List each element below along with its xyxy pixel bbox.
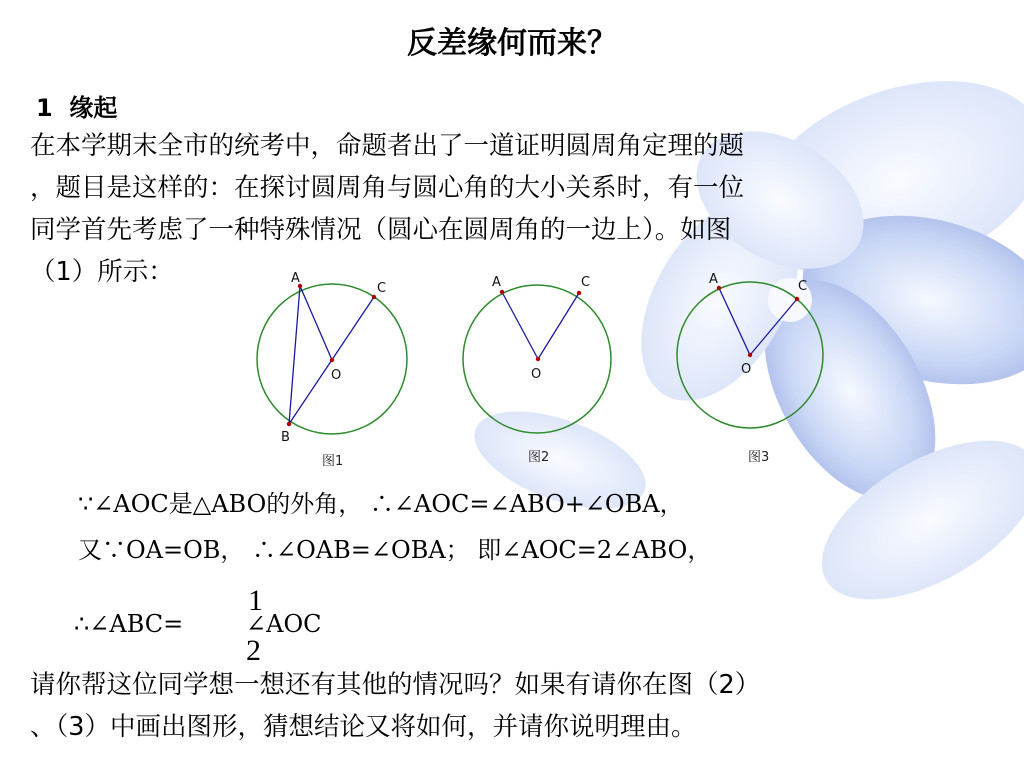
intro-line-3: 同学首先考虑了一种特殊情况（圆心在圆周角的一边上）。如图	[30, 215, 732, 245]
figure-1-segment-ao	[300, 286, 332, 360]
fraction-denominator: 2	[246, 634, 261, 667]
figure-1-point-b	[287, 422, 291, 426]
section-heading	[36, 88, 117, 123]
figure-2-label-a: A	[492, 275, 501, 290]
proof-line-3-suffix: ∠AOC	[246, 610, 322, 638]
figure-3-point-o	[748, 353, 752, 357]
figure-1-point-o	[330, 358, 334, 362]
section-number: 1	[36, 94, 53, 122]
proof-line-3-prefix: ∴∠ABC=	[74, 610, 184, 638]
figure-1-caption: 图1	[322, 454, 344, 469]
figure-3-segment-oc	[750, 299, 797, 355]
figure-1-label-c: C	[377, 281, 387, 296]
figure-1-label-a: A	[291, 271, 300, 286]
question-line-2: 、（3）中画出图形，猜想结论又将如何，并请你说明理由。	[30, 712, 697, 742]
figure-2-label-c: C	[581, 275, 591, 290]
figure-3-label-c: C	[798, 279, 808, 294]
proof-line-2: 又∵OA=OB， ∴∠OAB=∠OBA； 即∠AOC=2∠ABO，	[78, 536, 712, 564]
figure-2-label-o: O	[531, 367, 542, 382]
intro-line-1: 在本学期末全市的统考中，命题者出了一道证明圆周角定理的题	[30, 131, 745, 161]
figure-3-point-c	[795, 297, 799, 301]
intro-line-2: ，题目是这样的：在探讨圆周角与圆心角的大小关系时，有一位	[30, 173, 745, 203]
figure-3-segment-ao	[719, 288, 750, 355]
page-title: 反差缘何而来？	[407, 26, 617, 61]
proof-line-1: ∵∠AOC是△ABO的外角， ∴∠AOC=∠ABO+∠OBA，	[78, 490, 684, 518]
figure-3-label-a: A	[709, 272, 718, 287]
figure-2-segment-ao	[502, 292, 538, 359]
figure-3	[677, 282, 823, 428]
figure-1-label-o: O	[331, 368, 342, 383]
figure-2-point-a	[500, 290, 504, 294]
figure-3-label-o: O	[741, 362, 752, 377]
figure-2-caption: 图2	[528, 450, 550, 465]
figure-2-segment-oc	[538, 293, 579, 359]
figure-1	[257, 284, 407, 434]
figure-2-point-c	[577, 291, 581, 295]
figure-1-label-b: B	[281, 430, 290, 445]
figure-1-point-c	[372, 295, 376, 299]
figure-3-caption: 图3	[748, 450, 770, 465]
figure-2	[463, 285, 611, 433]
question-line-1: 请你帮这位同学想一想还有其他的情况吗？如果有请你在图（2）	[30, 670, 761, 700]
figure-2-point-o	[536, 357, 540, 361]
intro-line-4: （1）所示：	[30, 257, 174, 287]
section-heading-text: 缘起	[69, 94, 118, 122]
figure-1-segment-ba	[289, 286, 300, 424]
fraction-numerator: 1	[248, 584, 263, 617]
